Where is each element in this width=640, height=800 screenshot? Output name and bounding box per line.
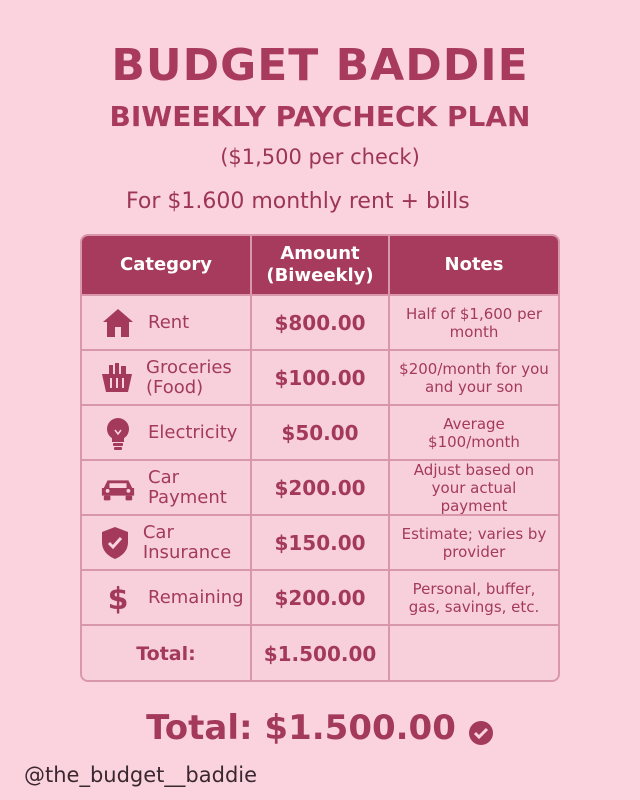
- category-cell: [82, 516, 252, 569]
- grocery-basket-icon: [100, 360, 134, 396]
- total-amount: $1.500.00: [252, 626, 390, 681]
- dollar-icon: [100, 580, 136, 616]
- category-label: Remaining: [148, 586, 244, 608]
- table-row: [82, 404, 558, 459]
- note-cell: Average $100/month: [428, 414, 520, 451]
- category-label: Rent: [148, 311, 190, 333]
- table-row: [82, 294, 558, 349]
- total-note: [390, 626, 558, 681]
- amount-cell: $200.00: [252, 571, 390, 624]
- note-cell: Estimate; varies by provider: [401, 524, 547, 561]
- page-title: BUDGET BADDIE: [111, 40, 529, 91]
- header-category: Category: [82, 236, 252, 294]
- table-total-row: [82, 624, 558, 681]
- grand-total: [0, 708, 640, 748]
- category-label: Car Payment: [148, 466, 227, 508]
- amount-cell: $800.00: [252, 296, 390, 349]
- social-handle: @the_budget__baddie: [24, 763, 258, 787]
- car-icon: [100, 470, 136, 506]
- note-cell: Half of $1,600 per month: [405, 304, 543, 341]
- header-notes: Notes: [444, 254, 504, 275]
- category-cell: [82, 406, 252, 459]
- amount-cell: $150.00: [252, 516, 390, 569]
- amount-cell: $200.00: [252, 461, 390, 514]
- total-label: Total:: [82, 626, 252, 681]
- category-label: Electricity: [148, 421, 238, 443]
- note-cell: Personal, buffer, gas, savings, etc.: [408, 579, 540, 616]
- table-row: [82, 569, 558, 624]
- category-cell: [82, 351, 252, 404]
- header-amount: Amount (Biweekly): [252, 236, 390, 294]
- note-cell: $200/month for you and your son: [399, 359, 549, 396]
- table-header: [82, 236, 558, 294]
- note-cell: Adjust based on your actual payment: [413, 460, 535, 515]
- amount-cell: $50.00: [252, 406, 390, 459]
- table-row: [82, 349, 558, 404]
- category-label: Groceries (Food): [146, 356, 232, 398]
- category-label: Car Insurance: [142, 521, 232, 563]
- svg-text:$: $: [107, 581, 129, 615]
- lightbulb-icon: [100, 415, 136, 451]
- category-cell: [82, 461, 252, 514]
- category-cell: [82, 296, 252, 349]
- for-line: For $1.600 monthly rent + bills: [126, 189, 470, 214]
- shield-check-icon: [100, 525, 131, 561]
- table-row: [82, 514, 558, 569]
- budget-table: [80, 234, 560, 682]
- check-circle-icon: [468, 715, 494, 741]
- category-cell: [82, 571, 252, 624]
- per-check-amount: ($1,500 per check): [220, 145, 420, 169]
- grand-total-text: Total: $1.500.00: [146, 708, 456, 748]
- table-row: [82, 459, 558, 514]
- page-subtitle: BIWEEKLY PAYCHECK PLAN: [109, 100, 531, 133]
- house-icon: [100, 305, 136, 341]
- amount-cell: $100.00: [252, 351, 390, 404]
